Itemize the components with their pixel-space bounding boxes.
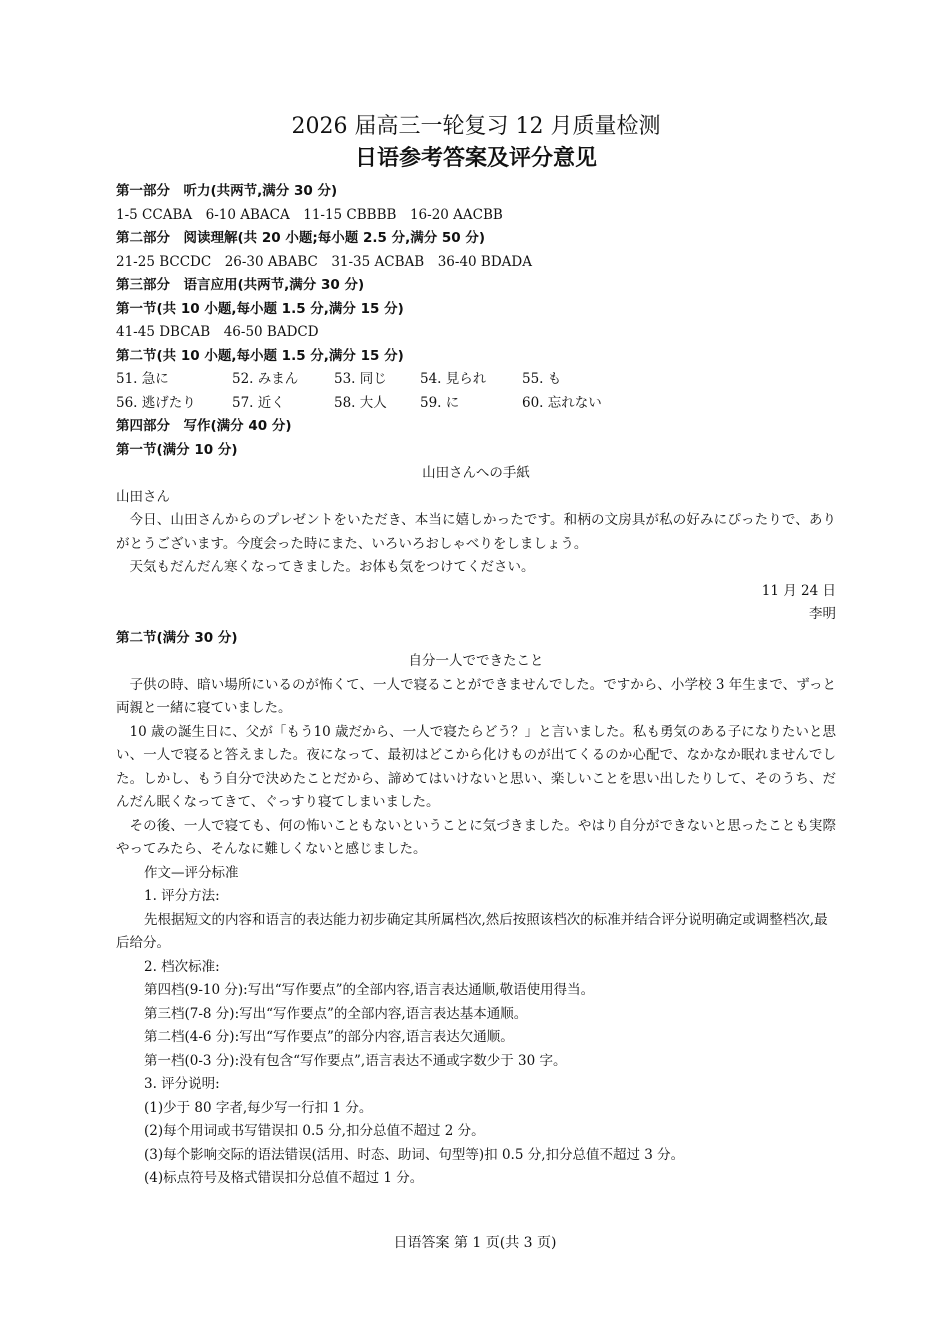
part4-section1-heading: 第一节(满分 10 分) bbox=[116, 441, 238, 458]
essay-title: 自分一人でできたこと bbox=[408, 653, 544, 669]
fill-answer: 56. 逃げたり bbox=[116, 394, 196, 411]
letter-salutation: 山田さん bbox=[116, 488, 170, 505]
letter-date: 11 月 24 日 bbox=[761, 582, 836, 599]
levels-title: 2. 档次标准: bbox=[144, 958, 220, 975]
note-4: (4)标点符号及格式错误扣分总值不超过 1 分。 bbox=[144, 1170, 424, 1186]
method-title: 1. 评分方法: bbox=[144, 888, 220, 904]
part2-answers: 21-25 BCCDC 26-30 ABABC 31-35 ACBAB 36-40 BDADA bbox=[116, 253, 532, 270]
fill-answer: 54. 見られ bbox=[420, 371, 487, 387]
note-2: (2)每个用词或书写错误扣 0.5 分,扣分总值不超过 2 分。 bbox=[144, 1123, 485, 1139]
page-title: 2026 届高三一轮复习 12 月质量检测 bbox=[291, 114, 661, 139]
criteria-title: 作文—评分标准 bbox=[144, 864, 239, 881]
fill-answer: 59. に bbox=[420, 394, 460, 411]
letter-paragraph: 天気もだんだん寒くなってきました。お体も気をつけてください。 bbox=[129, 559, 535, 575]
letter-title: 山田さんへの手紙 bbox=[422, 465, 530, 481]
fill-answer: 60. 忘れない bbox=[522, 394, 602, 411]
part3-section2-heading: 第二节(共 10 小题,每小题 1.5 分,满分 15 分) bbox=[116, 347, 404, 364]
essay-paragraph: 10 歳の誕生日に、父が「もう10 歳だから、一人で寝たらどう？」と言いました。私も勇気のある子になりたいと思い、一人で寝ると答えました。夜になって、最初はどこから化けものが出てくるのか心配で、なかなか眠れませんでした。しかし、もう自分で決めたことだから、諦めてはいけないと思い、楽しいことを思い出したりして、そのうち、だんだん眠くなってきて、ぐっすり寝てしまいました。 bbox=[116, 723, 836, 810]
fill-answer-row-2 bbox=[116, 392, 836, 416]
part4-section2-heading: 第二节(满分 30 分) bbox=[116, 629, 238, 646]
part3-heading: 第三部分 语言应用(共两节,满分 30 分) bbox=[116, 277, 365, 293]
page-subtitle: 日语参考答案及评分意见 bbox=[354, 146, 597, 171]
level-3: 第三档(7-8 分):写出“写作要点”的全部内容,语言表达基本通顺。 bbox=[144, 1005, 528, 1022]
answer-sheet-page bbox=[116, 112, 836, 1191]
notes-title: 3. 评分说明: bbox=[144, 1076, 220, 1092]
page-footer: 日语答案 第 1 页(共 3 页) bbox=[393, 1235, 557, 1251]
part1-answers: 1-5 CCABA 6-10 ABACA 11-15 CBBBB 16-20 AACBB bbox=[116, 206, 503, 223]
essay-paragraph: その後、一人で寝ても、何の怖いこともないということに気づきました。やはり自分ができないと思ったことも実際やってみたら、そんなに難しくないと感じました。 bbox=[116, 817, 836, 857]
letter-signature: 李明 bbox=[809, 606, 836, 622]
level-1: 第一档(0-3 分):没有包含“写作要点”,语言表达不通或字数少于 30 字。 bbox=[144, 1052, 567, 1069]
fill-answer: 53. 同じ bbox=[334, 371, 387, 387]
part1-heading: 第一部分 听力(共两节,满分 30 分) bbox=[116, 183, 338, 199]
essay-paragraph: 子供の時、暗い場所にいるのが怖くて、一人で寝ることができませんでした。ですから、小学校 3 年生まで、ずっと両親と一緒に寝ていました。 bbox=[116, 676, 836, 716]
note-1: (1)少于 80 字者,每少写一行扣 1 分。 bbox=[144, 1099, 373, 1116]
part3-section1-heading: 第一节(共 10 小题,每小题 1.5 分,满分 15 分) bbox=[116, 300, 404, 317]
method-text: 先根据短文的内容和语言的表达能力初步确定其所属档次,然后按照该档次的标准并结合评分说明确定或调整档次,最后给分。 bbox=[116, 911, 828, 951]
fill-answer: 51. 急に bbox=[116, 371, 169, 387]
part3-section1-answers: 41-45 DBCAB 46-50 BADCD bbox=[116, 324, 319, 340]
fill-answer: 52. みまん bbox=[232, 371, 299, 387]
fill-answer: 55. も bbox=[522, 371, 562, 387]
level-4: 第四档(9-10 分):写出“写作要点”的全部内容,语言表达通顺,敬语使用得当。 bbox=[144, 982, 595, 998]
part2-heading: 第二部分 阅读理解(共 20 小题;每小题 2.5 分,满分 50 分) bbox=[116, 230, 486, 246]
level-2: 第二档(4-6 分):写出“写作要点”的部分内容,语言表达欠通顺。 bbox=[144, 1029, 514, 1045]
fill-answer-row-1 bbox=[116, 368, 836, 392]
part4-heading: 第四部分 写作(满分 40 分) bbox=[116, 418, 292, 434]
letter-paragraph: 今日、山田さんからのプレゼントをいただき、本当に嬉しかったです。和柄の文房具が私の好みにぴったりで、ありがとうございます。今度会った時にまた、いろいろおしゃべりをしましょう。 bbox=[116, 512, 836, 552]
note-3: (3)每个影响交际的语法错误(活用、时态、助词、句型等)扣 0.5 分,扣分总值不超过 3 分。 bbox=[144, 1146, 685, 1163]
fill-answer: 57. 近く bbox=[232, 394, 285, 411]
fill-answer: 58. 大人 bbox=[334, 394, 387, 411]
